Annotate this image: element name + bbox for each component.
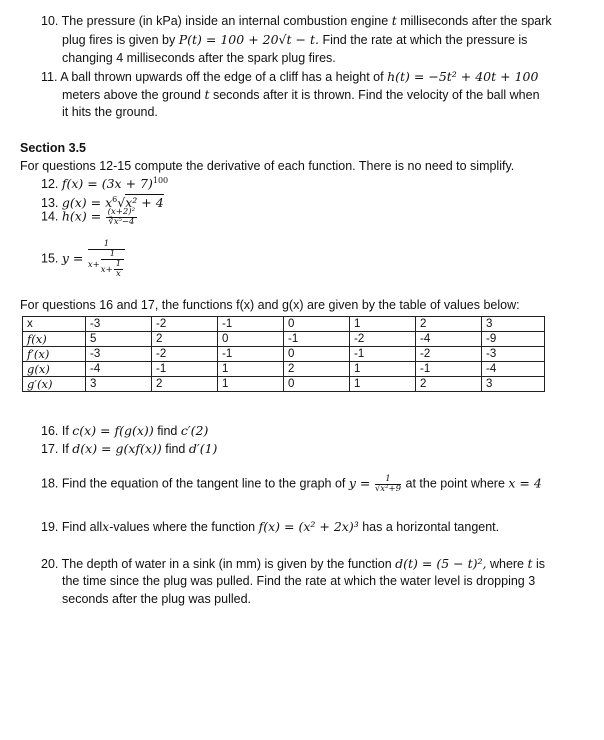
q18-fraction: $\frac{1}{\text{√x²+9}}$	[374, 474, 402, 494]
q20-line1: 20. The depth of water in a sink (in mm) is given by the function d(t) = (5 − t)², where t is	[41, 556, 546, 571]
q20-line3: seconds after the plug was pulled.	[62, 592, 252, 606]
table-row: g(x) -4 -1 1 2 1 -1 -4	[23, 362, 545, 377]
table-row: x -3 -2 -1 0 1 2 3	[23, 317, 545, 332]
q15-fraction: 1 x+ 1 x+ $\frac{1}{x}$	[88, 240, 125, 279]
q12: 12. $f(x) = (3x + 7)^{100}$	[41, 175, 169, 191]
q10-line3: changing 4 milliseconds after the spark plug fires.	[62, 51, 336, 65]
q13: 13. $g(x) = x^6√x^2 + 4$	[41, 194, 164, 210]
table-row: f(x) 5 2 0 -1 -2 -4 -9	[23, 332, 545, 347]
section-title: Section 3.5	[20, 141, 86, 155]
q14-fraction: $\frac{\text{(x+2)²}}{\text{∛x⁵−4}}$	[107, 207, 136, 227]
q15: 15. y = 1 x+ 1 x+ $\frac{1}{x}$	[41, 240, 126, 279]
q10-line1: 10. The pressure (in kPa) inside an internal combustion engine t milliseconds after the spark	[41, 13, 552, 28]
q14: 14. h(x) = $\frac{\text{(x+2)²}}{\text{∛x⁵−4}}$	[41, 207, 136, 227]
q18: 18. Find the equation of the tangent line to the graph of y = $\frac{1}{\text{√x²+9}}$ at the point where x = 4	[41, 474, 542, 494]
table-row: f′(x) -3 -2 -1 0 -1 -2 -3	[23, 347, 545, 362]
q19: 19. Find allx-values where the function f(x) = (x² + 2x)³ has a horizontal tangent.	[41, 519, 500, 534]
q16: 16. If c(x) = f(g(x)) find c′(2)	[41, 423, 209, 438]
values-table	[22, 316, 545, 392]
q11-line3: it hits the ground.	[62, 105, 158, 119]
table-intro: For questions 16 and 17, the functions f(x) and g(x) are given by the table of values below:	[20, 298, 520, 312]
q13-radicand: x² + 4	[125, 195, 164, 210]
q17: 17. If d(x) = g(xf(x)) find d′(1)	[41, 441, 218, 456]
q11-line1: 11. A ball thrown upwards off the edge of a cliff has a height of h(t) = −5t² + 40t + 100	[41, 69, 539, 84]
table-row: g′(x) 3 2 1 0 1 2 3	[23, 377, 545, 392]
q10-line2: plug fires is given by P(t) = 100 + 20√t − t. Find the rate at which the pressure is	[62, 32, 528, 47]
section-instructions: For questions 12-15 compute the derivative of each function. There is no need to simplify.	[20, 159, 515, 173]
q11-line2: meters above the ground t seconds after it is thrown. Find the velocity of the ball when	[62, 87, 540, 102]
q20-line2: the time since the plug was pulled. Find the rate at which the water level is dropping 3	[62, 574, 536, 588]
